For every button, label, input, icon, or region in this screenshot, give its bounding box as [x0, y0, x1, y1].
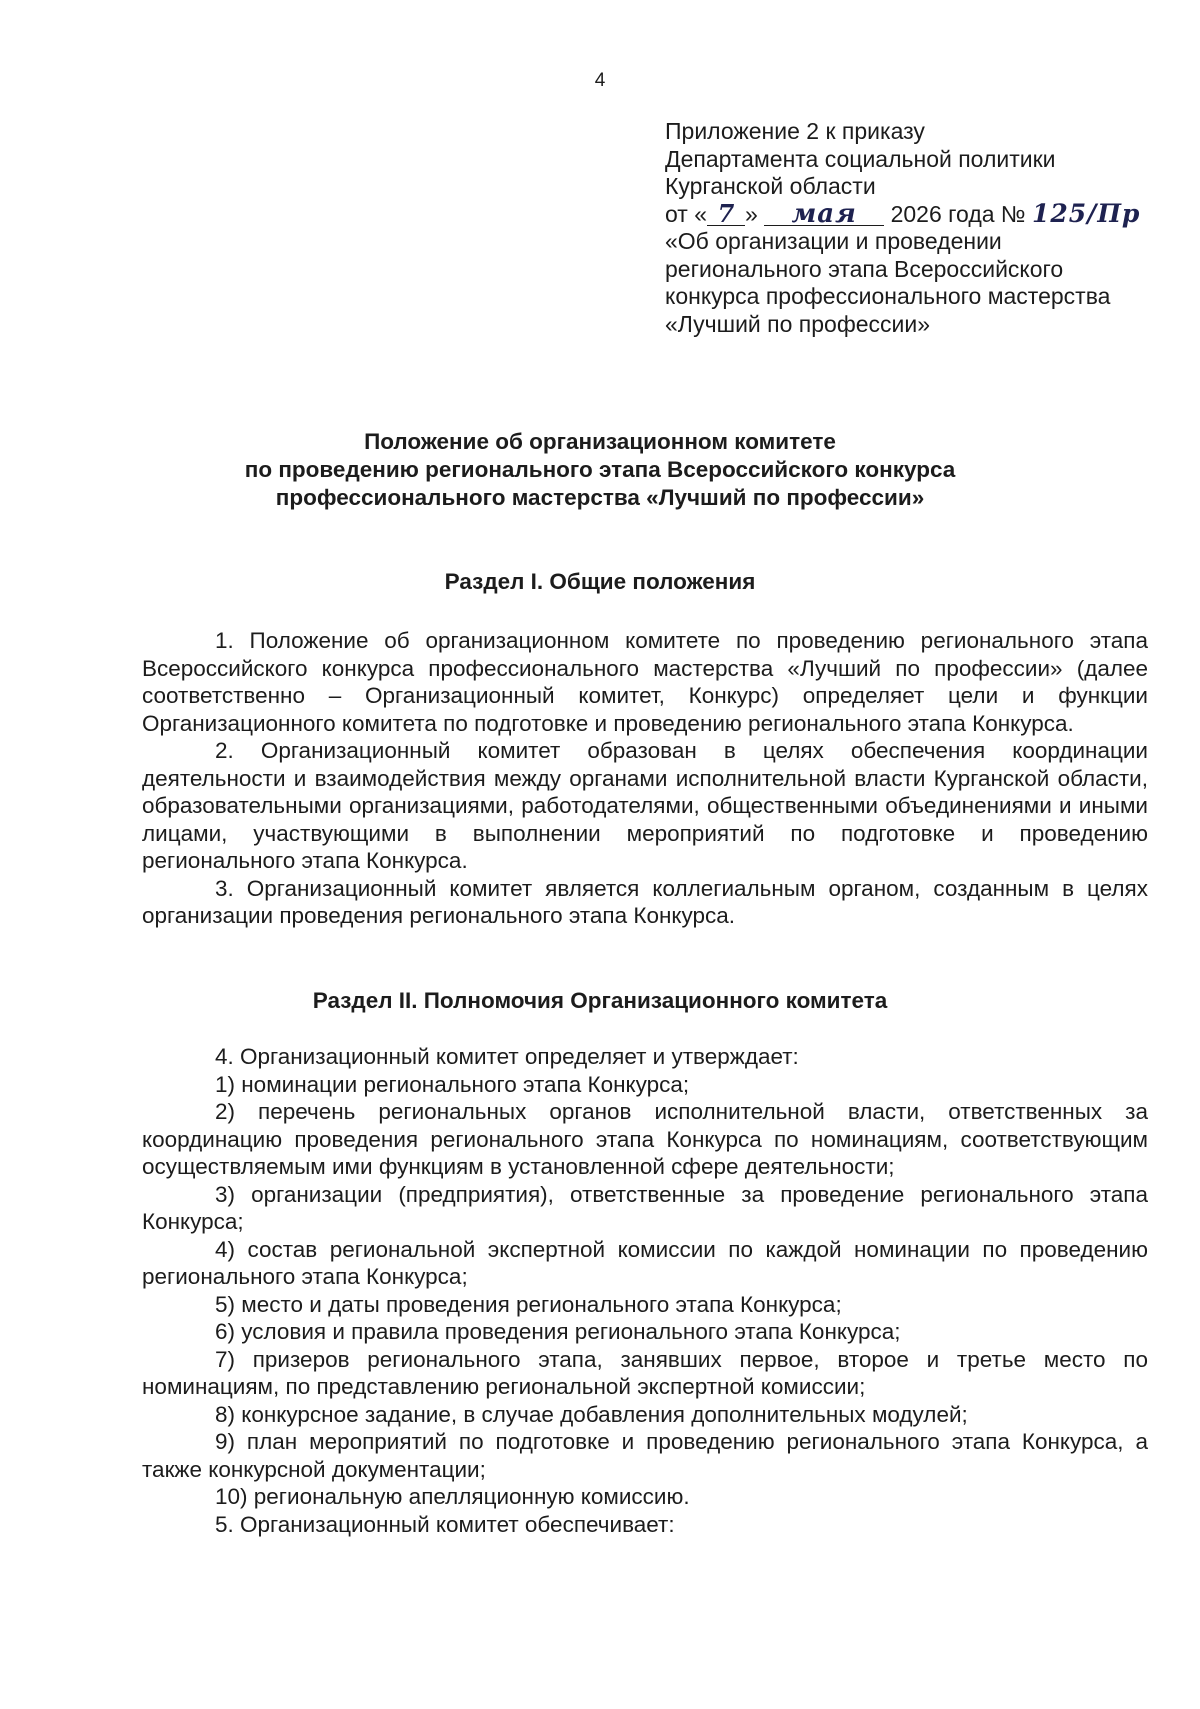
appendix-header — [665, 118, 1185, 338]
title-line-3: профессионального мастерства «Лучший по профессии» — [275, 485, 925, 510]
appendix-line-6: регионального этапа Всероссийского — [665, 255, 1064, 282]
handwritten-month: мая — [764, 203, 884, 226]
list-item-1: 1) номинации регионального этапа Конкурса; — [215, 1071, 690, 1097]
title-line-1: Положение об организационном комитете — [364, 429, 836, 454]
appendix-line-3: Курганской области — [665, 173, 876, 199]
handwritten-day: 7 — [707, 203, 745, 226]
list-item-5: 5) место и даты проведения регионального этапа Конкурса; — [215, 1291, 842, 1317]
list-item-6: 6) условия и правила проведения регионального этапа Конкурса; — [215, 1319, 901, 1344]
appendix-line-7: конкурса профессионального мастерства — [665, 283, 1111, 309]
handwritten-order-number: 125/Пр — [1032, 198, 1141, 228]
date-mid: » — [745, 200, 758, 227]
section-1-body — [142, 627, 1148, 930]
list-item-4: 4) состав региональной экспертной комиссии по каждой номинации по проведению регионального этапа Конкурса; — [142, 1236, 1148, 1289]
paragraph-1: 1. Положение об организационном комитете по проведению регионального этапа Всероссийского конкурса профессионального мастерства «Лучший по профессии» (далее соответственно – Организационный комитет, Конкурс) определяет цели и функции Организационного комитета по подготовке и проведению регионального этапа Конкурса. — [142, 628, 1148, 736]
appendix-date-line — [665, 198, 1185, 229]
paragraph-4: 4. Организационный комитет определяет и утверждает: — [215, 1044, 799, 1069]
section-2-heading: Раздел II. Полномочия Организационного комитета — [312, 988, 888, 1013]
title-line-2: по проведению регионального этапа Всероссийского конкурса — [244, 457, 956, 482]
appendix-line-2: Департамента социальной политики — [665, 145, 1056, 172]
paragraph-2: 2. Организационный комитет образован в целях обеспечения координации деятельности и взаимодействия между органами исполнительной власти Курганской области, образовательными организациями, работодателями, общественными объединениями и иными лицами, участвующими в выполнении мероприятий по подготовке и проведению регионального этапа Конкурса. — [142, 738, 1148, 873]
appendix-line-1: Приложение 2 к приказу — [665, 118, 925, 144]
paragraph-3: 3. Организационный комитет является коллегиальным органом, созданным в целях организации проведения регионального этапа Конкурса. — [142, 875, 1148, 928]
appendix-line-5: «Об организации и проведении — [665, 228, 1002, 254]
document-title — [0, 428, 1200, 512]
list-item-10: 10) региональную апелляционную комиссию. — [215, 1484, 690, 1509]
appendix-line-8: «Лучший по профессии» — [665, 310, 931, 337]
section-1-heading: Раздел I. Общие положения — [444, 569, 756, 594]
paragraph-5: 5. Организационный комитет обеспечивает: — [215, 1511, 675, 1537]
list-item-2: 2) перечень региональных органов исполнительной власти, ответственных за координацию проведения регионального этапа Конкурса по номинациям, соответствующим осуществляемым ими функциям в установленной сфере деятельности; — [142, 1099, 1148, 1179]
section-2-body — [142, 1043, 1148, 1538]
list-item-7: 7) призеров регионального этапа, занявших первое, второе и третье место по номинациям, по представлению региональной экспертной комиссии; — [142, 1346, 1148, 1399]
page-number: 4 — [594, 70, 606, 91]
date-year-text: 2026 года № — [890, 200, 1026, 227]
date-prefix: от « — [665, 200, 708, 227]
list-item-8: 8) конкурсное задание, в случае добавления дополнительных модулей; — [215, 1401, 968, 1427]
list-item-9: 9) план мероприятий по подготовке и проведению регионального этапа Конкурса, а также конкурсной документации; — [142, 1429, 1148, 1482]
list-item-3: 3) организации (предприятия), ответственные за проведение регионального этапа Конкурса; — [142, 1181, 1148, 1234]
